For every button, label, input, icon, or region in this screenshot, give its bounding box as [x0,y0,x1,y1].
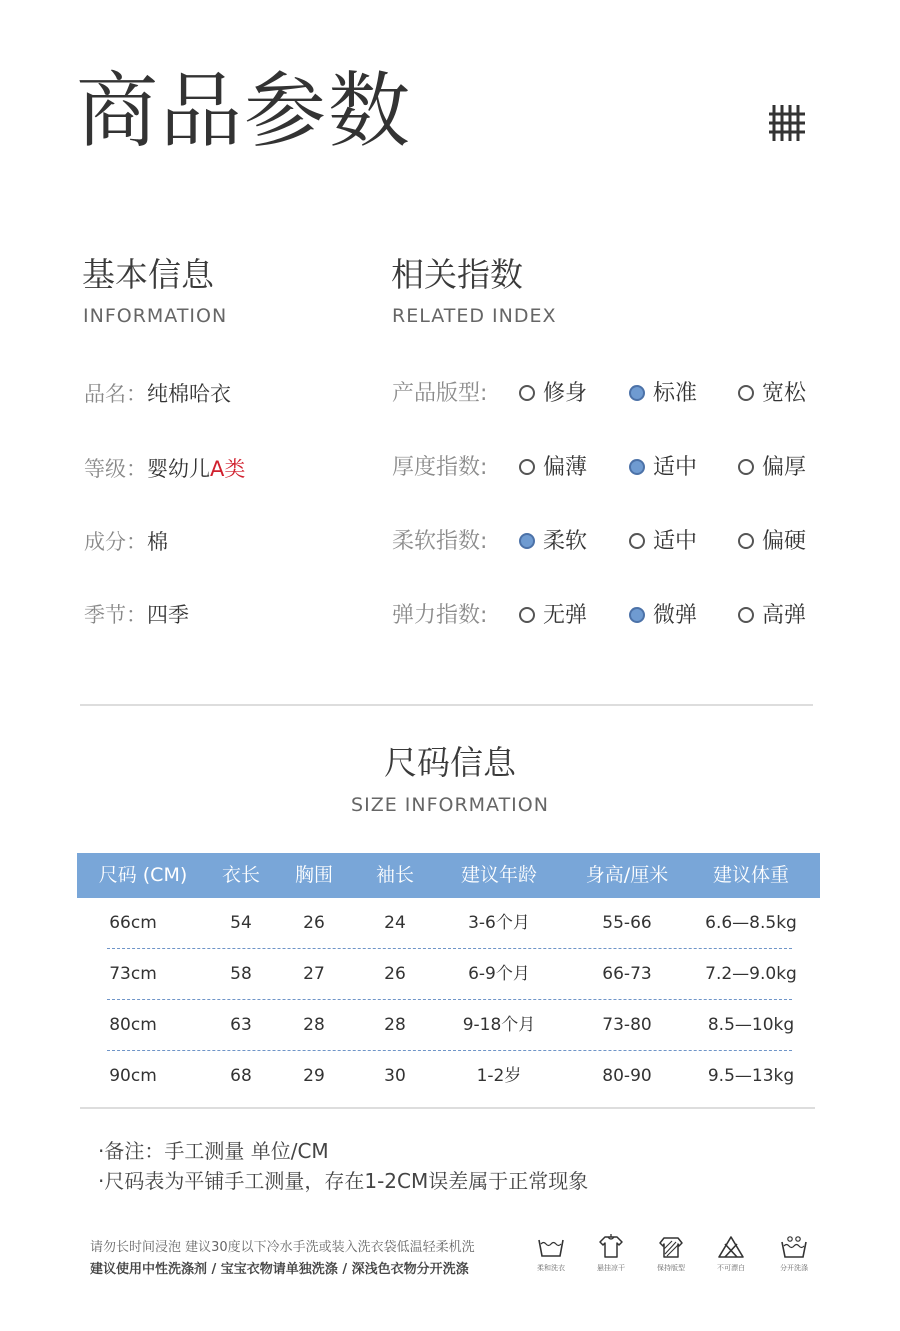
index-row [392,453,832,483]
table-cell: 80cm [109,1015,157,1035]
radio-empty-icon[interactable] [519,459,535,475]
column-header: 胸围 [294,864,333,886]
option-label: 微弹 [653,603,698,628]
care-item [581,1234,641,1274]
option-label: 标准 [653,381,698,406]
index-option[interactable] [629,527,697,557]
radio-empty-icon[interactable] [519,385,535,401]
info-value: 纯棉哈衣 [147,382,231,406]
basic-info-title: 基本信息 [82,255,214,294]
index-option[interactable] [519,453,587,483]
index-option[interactable] [519,527,587,557]
option-label: 修身 [543,381,588,406]
info-key: 等级： [84,457,147,481]
related-index-title: 相关指数 [391,255,523,294]
radio-selected-icon[interactable] [519,533,535,549]
table-cell: 58 [230,964,252,984]
option-label: 适中 [653,455,698,480]
table-cell: 63 [230,1015,252,1035]
table-cell: 24 [384,913,406,933]
table-cell: 1-2岁 [476,1066,522,1086]
index-option[interactable] [519,379,587,409]
table-cell: 9.5—13kg [707,1066,795,1086]
info-value: 婴幼儿 [147,457,210,481]
care-label: 分开洗涤 [780,1264,808,1272]
option-label: 偏厚 [762,455,807,480]
info-value: 棉 [147,530,168,554]
option-label: 柔软 [543,529,588,554]
table-row [77,1051,820,1102]
grade-accent: A类 [210,457,246,481]
care-instructions: 请勿长时间浸泡 建议30度以下冷水手洗或装入洗衣袋低温轻柔机洗 [90,1240,475,1255]
column-header: 袖长 [375,864,414,886]
radio-selected-icon[interactable] [629,385,645,401]
care-item [521,1234,581,1274]
care-item [641,1234,701,1274]
care-item [701,1234,761,1274]
divider [80,1107,815,1109]
radio-selected-icon[interactable] [629,607,645,623]
option-label: 无弹 [543,603,588,628]
index-option[interactable] [738,379,806,409]
table-row [77,898,820,949]
index-option[interactable] [629,453,697,483]
table-cell: 90cm [109,1066,157,1086]
table-cell: 27 [303,964,325,984]
index-row [392,379,832,409]
table-row [77,1000,820,1051]
care-label: 柔和洗衣 [537,1264,565,1272]
radio-empty-icon[interactable] [738,607,754,623]
table-cell: 26 [303,913,325,933]
index-row [392,527,832,557]
care-label: 不可漂白 [717,1264,745,1272]
option-label: 偏薄 [543,455,588,480]
table-cell: 55-66 [602,913,652,933]
info-row-material [84,527,168,557]
table-cell: 68 [230,1066,252,1086]
table-row [77,949,820,1000]
hashtag-grid-icon [768,104,806,142]
table-cell: 6.6—8.5kg [705,913,797,933]
info-key: 成分： [84,530,147,554]
radio-selected-icon[interactable] [629,459,645,475]
size-info-subtitle: SIZE INFORMATION [351,794,549,816]
radio-empty-icon[interactable] [738,459,754,475]
info-row-name [84,379,231,409]
option-label: 适中 [653,529,698,554]
info-key: 季节： [84,603,147,627]
radio-empty-icon[interactable] [738,533,754,549]
table-cell: 73cm [109,964,157,984]
radio-empty-icon[interactable] [738,385,754,401]
index-option[interactable] [738,601,806,631]
table-cell: 66-73 [602,964,652,984]
index-key: 弹力指数: [392,603,488,628]
info-row-season [84,600,189,630]
table-cell: 3-6个月 [468,913,530,933]
separate-wash-icon [779,1234,809,1260]
index-option[interactable] [629,601,697,631]
gentle-wash-icon [536,1234,566,1260]
care-label: 保持版型 [657,1264,685,1272]
table-cell: 7.2—9.0kg [705,964,797,984]
index-key: 柔软指数: [392,529,488,554]
table-cell: 26 [384,964,406,984]
size-info-title: 尺码信息 [384,743,516,782]
table-cell: 80-90 [602,1066,652,1086]
column-header: 建议年龄 [460,864,537,886]
basic-info-subtitle: INFORMATION [83,305,228,327]
table-cell: 66cm [109,913,157,933]
radio-empty-icon[interactable] [519,607,535,623]
index-key: 厚度指数: [392,455,488,480]
table-cell: 28 [384,1015,406,1035]
column-header: 衣长 [221,864,260,886]
option-label: 高弹 [762,603,807,628]
index-row [392,601,832,631]
column-header: 身高/厘米 [585,864,669,886]
no-bleach-icon [716,1234,746,1260]
info-value: 四季 [147,603,189,627]
page-title: 商品参数 [76,64,413,159]
table-cell: 73-80 [602,1015,652,1035]
care-label: 悬挂凉干 [597,1264,625,1272]
divider [80,704,813,706]
column-header: 尺码 (CM) [98,864,188,886]
table-cell: 29 [303,1066,325,1086]
care-instructions-bold: 建议使用中性洗涤剂 / 宝宝衣物请单独洗涤 / 深浅色衣物分开洗涤 [90,1262,469,1277]
note-line: ·尺码表为平铺手工测量，存在1-2CM误差属于正常现象 [98,1169,589,1193]
radio-empty-icon[interactable] [629,533,645,549]
size-table [77,853,820,1102]
info-row-grade [84,454,245,484]
table-cell: 54 [230,913,252,933]
index-key: 产品版型: [392,381,488,406]
related-index-subtitle: RELATED INDEX [392,305,557,327]
column-header: 建议体重 [712,864,789,886]
table-cell: 9-18个月 [462,1015,536,1035]
info-key: 品名： [84,382,147,406]
care-item [764,1234,824,1274]
keep-shape-icon [656,1234,686,1260]
option-label: 宽松 [762,381,807,406]
index-option[interactable] [519,601,587,631]
table-cell: 28 [303,1015,325,1035]
hang-dry-icon [596,1234,626,1260]
table-cell: 8.5—10kg [707,1015,795,1035]
option-label: 偏硬 [762,529,807,554]
size-table-header [77,853,820,898]
index-option[interactable] [738,453,806,483]
table-cell: 6-9个月 [468,964,530,984]
note-line: ·备注：手工测量 单位/CM [98,1139,329,1163]
index-option[interactable] [629,379,697,409]
table-cell: 30 [384,1066,406,1086]
index-option[interactable] [738,527,806,557]
